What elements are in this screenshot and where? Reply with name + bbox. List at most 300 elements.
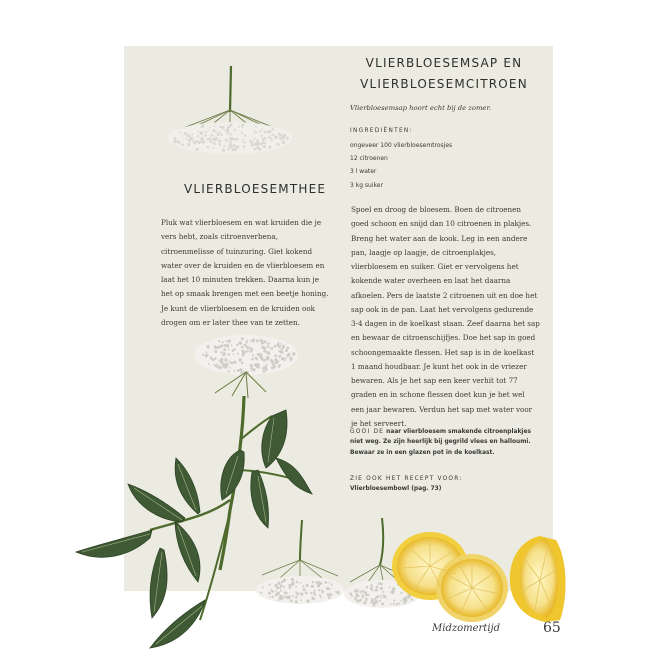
right-recipe-title-line2: VLIERBLOESEMCITROEN — [360, 77, 528, 91]
blossom-floret — [393, 603, 395, 605]
see-also-label: ZIE OOK HET RECEPT VOOR: — [350, 476, 463, 482]
blossom-floret — [207, 146, 210, 149]
blossom-floret — [229, 143, 232, 146]
blossom-floret — [277, 582, 280, 585]
blossom-floret — [280, 138, 282, 140]
tip-body: naar vlierbloesem smakende citroenplakjes niet weg. Ze zijn heerlijk bij gegrild vlees en halloumi. Bewaar ze in een glazen pot in de koelkast. — [350, 429, 531, 456]
blossom-floret — [292, 352, 295, 355]
blossom-floret — [237, 343, 239, 345]
right-recipe-body: Spoel en droog de bloesem. Boen de citroenen goed schoon en snijd dan 10 citroenen in plakjes. Breng het water aan de kook. Leg in een andere pan, laagje op laagje, de citroenplakjes, vlierbloesem en suiker. Giet er vervolgens het kokende water overheen en laat het daarna afkoelen. Pers de laatste 2 citroenen uit en doe het sap ook in de pan. Laat het vervolgens gedurende 3-4 dagen in de koelkast staan. Zeef daarna het sap en bewaar de citroenschijfjes. Doe het sap in goed schoongemaakte flessen. Het sap is in de koelkast 1 maand houdbaar. Je kunt het ook in de vriezer bewaren. Als je het sap een keer verhit tot 77 graden en in schone flessen doet kun je het wel een jaar bewaren. Verdun het sap met water voor je het serveert. — [351, 205, 540, 428]
blossom-floret — [244, 134, 246, 136]
blossom-floret — [236, 137, 238, 139]
blossom-floret — [285, 357, 287, 359]
blossom-floret — [254, 138, 256, 140]
blossom-floret — [222, 341, 224, 343]
blossom-floret — [265, 364, 267, 366]
blossom-floret — [233, 361, 236, 364]
blossom-floret — [269, 146, 272, 149]
blossom-floret — [246, 342, 248, 344]
blossom-floret — [286, 347, 289, 350]
blossom-floret — [200, 132, 203, 135]
blossom-floret — [201, 141, 204, 144]
blossom-floret — [191, 133, 193, 135]
blossom-floret — [241, 346, 244, 349]
page-number: 65 — [543, 620, 561, 636]
blossom-floret — [223, 344, 226, 347]
blossom-floret — [362, 594, 364, 596]
blossom-floret — [237, 353, 239, 355]
blossom-floret — [261, 135, 263, 137]
blossom-floret — [233, 370, 235, 372]
blossom-floret — [231, 345, 233, 347]
blossom-floret — [357, 595, 360, 598]
blossom-floret — [355, 589, 357, 591]
blossom-floret — [380, 587, 383, 590]
blossom-floret — [193, 142, 196, 145]
elderflower-umbel-top-illustration — [168, 66, 292, 154]
blossom-floret — [375, 599, 378, 602]
blossom-floret — [234, 348, 236, 350]
blossom-floret — [196, 148, 199, 151]
blossom-floret — [250, 367, 252, 369]
blossom-floret — [263, 145, 266, 148]
blossom-floret — [262, 341, 265, 344]
blossom-floret — [318, 589, 320, 591]
blossom-floret — [315, 582, 317, 584]
blossom-floret — [389, 586, 391, 588]
ingredient-item: ongeveer 100 vlierbloesemtrosjes — [350, 142, 453, 149]
blossom-floret — [250, 364, 253, 367]
blossom-floret — [379, 582, 381, 584]
blossom-floret — [271, 139, 273, 141]
blossom-floret — [243, 145, 246, 148]
blossom-floret — [319, 582, 322, 585]
blossom-floret — [272, 128, 274, 130]
blossom-floret — [261, 129, 263, 131]
blossom-floret — [204, 134, 207, 137]
blossom-floret — [398, 602, 400, 604]
blossom-floret — [233, 145, 235, 147]
blossom-floret — [288, 595, 291, 598]
blossom-floret — [314, 590, 316, 592]
right-recipe-subtitle: Vlierbloesemsap hoort echt bij de zomer. — [350, 104, 492, 112]
right-recipe-title-line1: VLIERBLOESEMSAP EN — [365, 56, 523, 70]
blossom-floret — [263, 370, 266, 373]
blossom-floret — [283, 595, 285, 597]
blossom-floret — [295, 600, 298, 603]
ingredients-label: INGREDIËNTEN: — [350, 128, 413, 134]
blossom-floret — [184, 132, 187, 135]
blossom-floret — [255, 132, 257, 134]
blossom-floret — [362, 596, 365, 599]
blossom-floret — [288, 584, 291, 587]
blossom-floret — [360, 591, 362, 593]
blossom-floret — [250, 340, 252, 342]
blossom-floret — [222, 149, 225, 152]
blossom-floret — [376, 586, 379, 589]
blossom-floret — [260, 592, 262, 594]
blossom-floret — [381, 603, 384, 606]
blossom-floret — [328, 596, 331, 599]
see-also-reference: Vlierbloesembowl (pag. 73) — [350, 486, 442, 493]
blossom-floret — [262, 140, 264, 142]
blossom-floret — [223, 145, 225, 147]
see-also — [350, 474, 540, 495]
blossom-floret — [217, 134, 219, 136]
blossom-floret — [238, 126, 240, 128]
blossom-floret — [270, 135, 272, 137]
blossom-floret — [216, 364, 218, 366]
blossom-floret — [300, 593, 303, 596]
blossom-floret — [370, 587, 373, 590]
blossom-floret — [296, 581, 298, 583]
blossom-floret — [223, 366, 226, 369]
blossom-floret — [262, 586, 264, 588]
blossom-floret — [381, 597, 383, 599]
blossom-floret — [226, 340, 228, 342]
blossom-floret — [392, 587, 395, 590]
blossom-floret — [366, 587, 368, 589]
blossom-floret — [233, 353, 235, 355]
blossom-floret — [327, 593, 330, 596]
blossom-floret — [308, 601, 310, 603]
blossom-floret — [392, 591, 395, 594]
ingredient-item: 12 citroenen — [350, 155, 388, 163]
blossom-floret — [373, 604, 376, 607]
blossom-floret — [206, 352, 208, 354]
blossom-floret — [354, 597, 357, 600]
blossom-floret — [250, 142, 252, 144]
blossom-floret — [303, 588, 306, 591]
blossom-floret — [241, 126, 243, 128]
blossom-floret — [271, 590, 274, 593]
blossom-floret — [270, 347, 273, 350]
blossom-floret — [278, 342, 280, 344]
blossom-floret — [242, 350, 245, 353]
blossom-floret — [225, 359, 227, 361]
blossom-floret — [278, 365, 281, 368]
blossom-floret — [283, 586, 285, 588]
blossom-floret — [217, 346, 220, 349]
blossom-floret — [276, 363, 278, 365]
blossom-floret — [214, 125, 216, 127]
blossom-floret — [229, 137, 231, 139]
blossom-floret — [218, 366, 221, 369]
blossom-floret — [300, 582, 302, 584]
blossom-floret — [278, 144, 280, 146]
blossom-floret — [383, 595, 386, 598]
blossom-floret — [200, 138, 203, 141]
blossom-floret — [229, 367, 231, 369]
blossom-floret — [363, 590, 365, 592]
blossom-floret — [212, 129, 215, 132]
blossom-floret — [365, 594, 368, 597]
blossom-floret — [285, 349, 288, 352]
blossom-floret — [233, 138, 236, 141]
blossom-floret — [328, 588, 330, 590]
tip-text — [350, 427, 545, 458]
blossom-floret — [247, 350, 249, 352]
blossom-floret — [213, 364, 215, 366]
blossom-floret — [296, 596, 298, 598]
blossom-floret — [275, 359, 277, 361]
blossom-floret — [292, 595, 294, 597]
blossom-floret — [177, 140, 179, 142]
blossom-floret — [190, 137, 193, 140]
blossom-floret — [305, 592, 308, 595]
blossom-floret — [197, 136, 199, 138]
blossom-floret — [244, 344, 247, 347]
blossom-floret — [268, 130, 271, 133]
blossom-floret — [376, 595, 379, 598]
blossom-floret — [232, 349, 235, 352]
blossom-floret — [403, 598, 406, 601]
blossom-floret — [319, 594, 321, 596]
blossom-floret — [268, 136, 270, 138]
blossom-floret — [173, 137, 176, 140]
blossom-floret — [201, 124, 204, 127]
blossom-floret — [271, 360, 274, 363]
blossom-floret — [271, 367, 274, 370]
blossom-floret — [375, 589, 378, 592]
blossom-floret — [254, 142, 256, 144]
blossom-floret — [187, 134, 190, 137]
blossom-floret — [278, 345, 281, 348]
blossom-floret — [280, 598, 283, 601]
blossom-floret — [227, 353, 230, 356]
blossom-floret — [224, 139, 226, 141]
blossom-floret — [218, 132, 220, 134]
blossom-floret — [314, 594, 316, 596]
blossom-floret — [393, 599, 395, 601]
blossom-floret — [379, 600, 381, 602]
blossom-floret — [256, 366, 258, 368]
blossom-floret — [240, 358, 242, 360]
blossom-floret — [210, 358, 212, 360]
blossom-floret — [268, 592, 271, 595]
blossom-floret — [278, 350, 280, 352]
right-recipe-title — [360, 53, 528, 95]
blossom-floret — [291, 357, 293, 359]
blossom-floret — [400, 600, 402, 602]
blossom-floret — [239, 368, 242, 371]
blossom-floret — [250, 349, 253, 352]
tip-lead: GOOI DE — [350, 429, 385, 435]
blossom-floret — [221, 126, 224, 129]
blossom-floret — [218, 340, 220, 342]
blossom-floret — [264, 137, 267, 140]
blossom-floret — [208, 363, 210, 365]
blossom-floret — [282, 141, 285, 144]
blossom-floret — [235, 147, 238, 150]
blossom-floret — [241, 337, 244, 340]
blossom-floret — [275, 590, 277, 592]
blossom-floret — [254, 148, 257, 151]
left-recipe-title: VLIERBLOESEMTHEE — [184, 182, 327, 196]
blossom-floret — [269, 596, 271, 598]
blossom-floret — [266, 346, 268, 348]
blossom-floret — [400, 592, 402, 594]
blossom-floret — [258, 142, 260, 144]
blossom-floret — [173, 140, 176, 143]
blossom-floret — [365, 599, 367, 601]
blossom-floret — [276, 586, 279, 589]
blossom-floret — [320, 596, 322, 598]
blossom-floret — [324, 581, 327, 584]
blossom-floret — [224, 129, 226, 131]
blossom-floret — [197, 130, 199, 132]
blossom-floret — [279, 587, 281, 589]
blossom-floret — [250, 347, 252, 349]
blossom-floret — [239, 341, 242, 344]
ingredient-item: 3 l water — [350, 168, 377, 176]
blossom-floret — [266, 356, 268, 358]
blossom-floret — [214, 350, 217, 353]
blossom-floret — [275, 593, 278, 596]
blossom-floret — [211, 134, 214, 137]
blossom-floret — [205, 131, 207, 133]
blossom-floret — [288, 353, 291, 356]
ingredient-item: 3 kg suiker — [350, 181, 383, 189]
blossom-floret — [209, 127, 211, 129]
blossom-floret — [295, 591, 297, 593]
blossom-floret — [302, 585, 304, 587]
blossom-floret — [208, 129, 210, 131]
blossom-floret — [243, 370, 245, 372]
blossom-floret — [187, 145, 189, 147]
blossom-floret — [218, 360, 220, 362]
blossom-floret — [247, 346, 250, 349]
blossom-floret — [231, 362, 234, 365]
blossom-floret — [212, 147, 214, 149]
blossom-floret — [181, 143, 184, 146]
blossom-floret — [370, 584, 373, 587]
blossom-floret — [213, 142, 216, 145]
blossom-floret — [256, 139, 258, 141]
blossom-floret — [220, 345, 223, 348]
blossom-floret — [291, 578, 294, 581]
blossom-floret — [363, 601, 366, 604]
blossom-floret — [226, 132, 228, 134]
blossom-floret — [263, 143, 265, 145]
blossom-floret — [310, 592, 312, 594]
blossom-floret — [264, 350, 267, 353]
blossom-floret — [359, 599, 362, 602]
blossom-floret — [411, 598, 414, 601]
blossom-floret — [232, 149, 235, 152]
blossom-floret — [351, 595, 353, 597]
blossom-floret — [226, 345, 229, 348]
blossom-floret — [207, 138, 209, 140]
blossom-floret — [257, 341, 259, 343]
blossom-floret — [313, 591, 315, 593]
blossom-floret — [210, 141, 213, 144]
ingredients-list — [350, 139, 530, 192]
blossom-floret — [279, 134, 282, 137]
blossom-floret — [295, 586, 297, 588]
blossom-floret — [311, 585, 314, 588]
blossom-floret — [267, 342, 270, 345]
blossom-floret — [243, 141, 245, 143]
blossom-floret — [257, 353, 260, 356]
blossom-floret — [383, 591, 385, 593]
blossom-floret — [252, 368, 255, 371]
blossom-floret — [390, 603, 392, 605]
blossom-floret — [253, 133, 255, 135]
blossom-floret — [274, 345, 277, 348]
blossom-floret — [278, 355, 281, 358]
blossom-floret — [274, 354, 277, 357]
blossom-floret — [228, 340, 230, 342]
blossom-floret — [218, 139, 221, 142]
blossom-floret — [291, 583, 294, 586]
blossom-floret — [214, 138, 217, 141]
blossom-floret — [312, 581, 314, 583]
blossom-floret — [285, 593, 287, 595]
blossom-floret — [281, 357, 284, 360]
blossom-floret — [192, 140, 194, 142]
blossom-floret — [255, 126, 257, 128]
blossom-floret — [280, 351, 283, 354]
section-name: Midzomertijd — [432, 623, 501, 634]
blossom-floret — [290, 600, 293, 603]
blossom-floret — [218, 143, 221, 146]
blossom-floret — [252, 354, 254, 356]
blossom-floret — [222, 353, 225, 356]
blossom-floret — [264, 366, 267, 369]
blossom-floret — [289, 586, 292, 589]
blossom-floret — [373, 590, 375, 592]
blossom-floret — [220, 351, 222, 353]
blossom-floret — [269, 137, 271, 139]
blossom-floret — [367, 594, 369, 596]
blossom-floret — [370, 601, 373, 604]
blossom-floret — [252, 338, 255, 341]
blossom-floret — [260, 357, 263, 360]
blossom-floret — [246, 340, 248, 342]
blossom-floret — [272, 134, 274, 136]
blossom-floret — [205, 354, 208, 357]
blossom-floret — [230, 133, 232, 135]
blossom-floret — [251, 370, 253, 372]
lemon-halves-illustration — [392, 532, 566, 622]
blossom-floret — [198, 141, 201, 144]
blossom-floret — [237, 369, 240, 372]
blossom-floret — [240, 371, 243, 374]
blossom-floret — [275, 137, 277, 139]
blossom-floret — [267, 351, 270, 354]
blossom-floret — [234, 129, 236, 131]
blossom-floret — [280, 349, 282, 351]
blossom-floret — [321, 591, 323, 593]
blossom-floret — [329, 582, 331, 584]
blossom-floret — [241, 132, 243, 134]
blossom-floret — [335, 591, 337, 593]
blossom-floret — [230, 123, 232, 125]
blossom-floret — [264, 131, 266, 133]
blossom-floret — [272, 596, 274, 598]
blossom-floret — [337, 591, 340, 594]
blossom-floret — [220, 134, 222, 136]
blossom-floret — [268, 583, 270, 585]
blossom-floret — [179, 132, 181, 134]
blossom-floret — [286, 137, 289, 140]
blossom-floret — [228, 361, 230, 363]
blossom-floret — [261, 346, 264, 349]
blossom-floret — [186, 138, 188, 140]
blossom-floret — [380, 595, 382, 597]
blossom-floret — [207, 346, 209, 348]
